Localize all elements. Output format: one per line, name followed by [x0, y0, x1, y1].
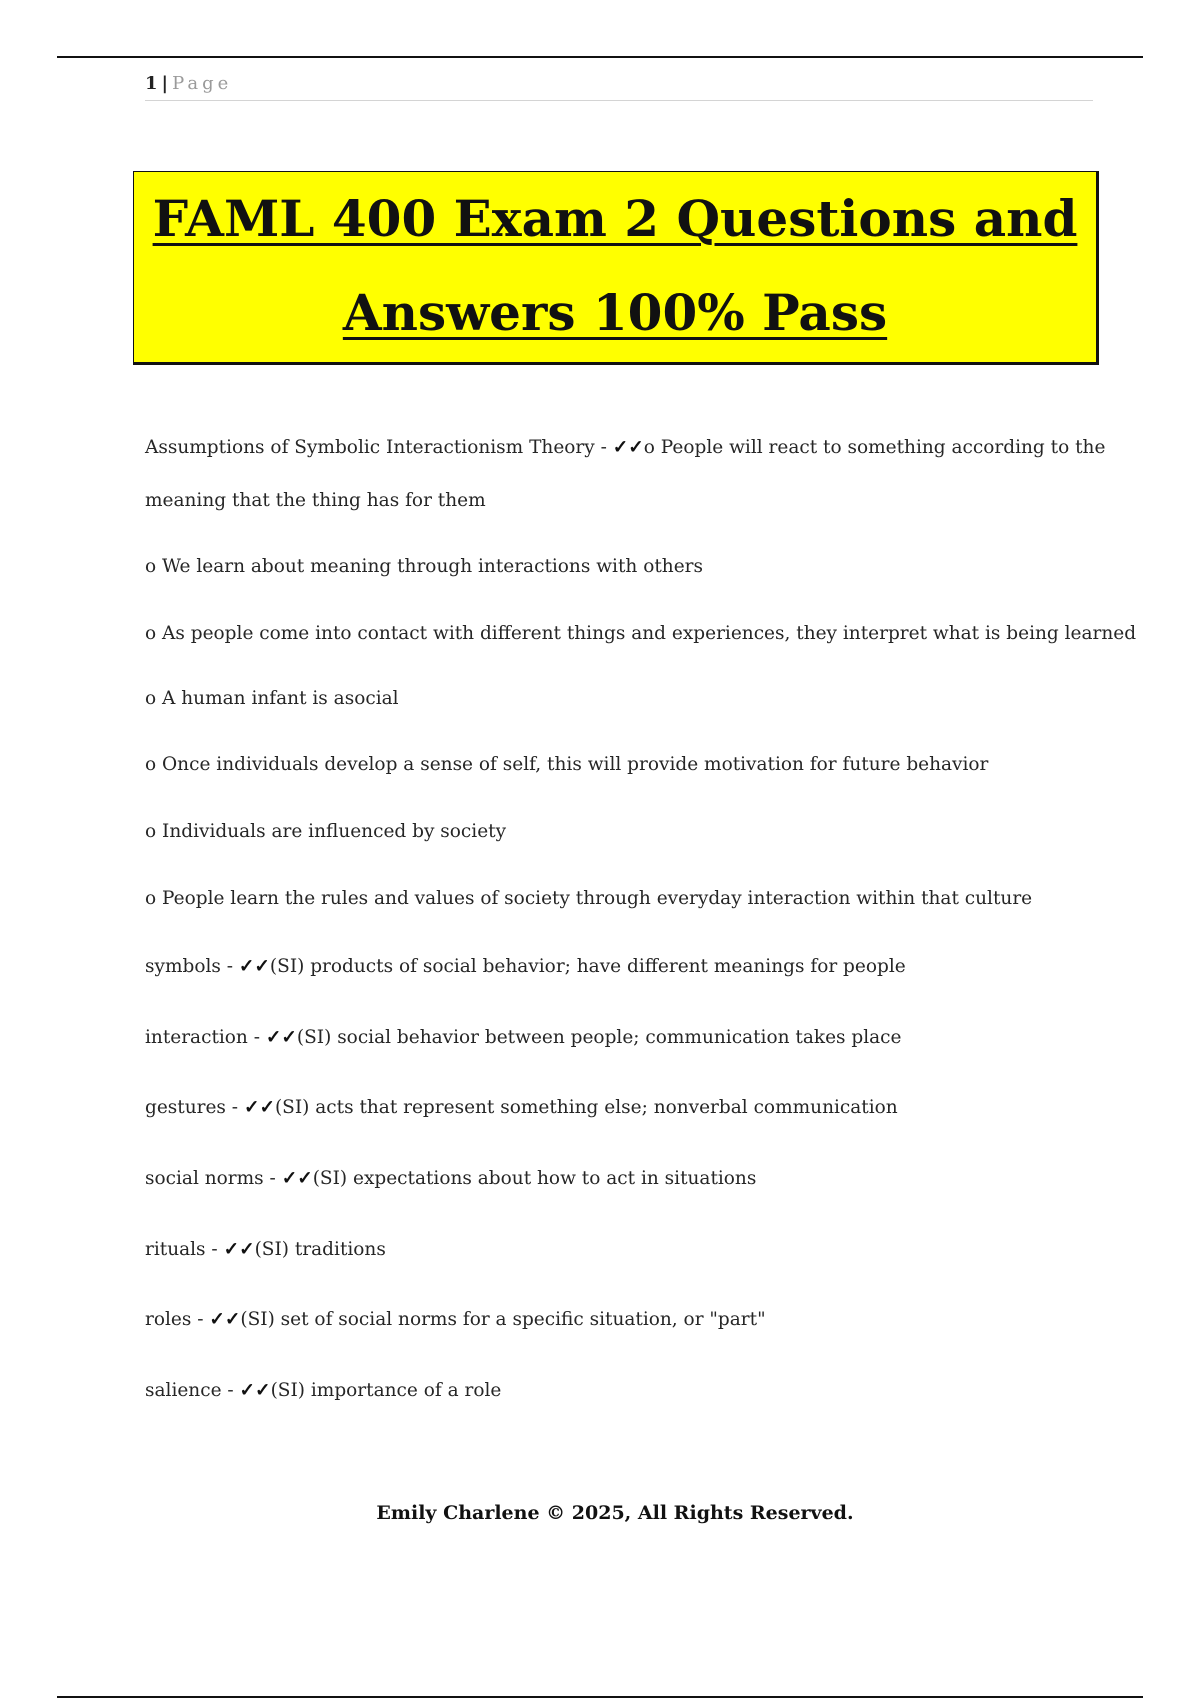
entry-line: [145, 1167, 756, 1191]
checkmark-icon: ✓✓: [243, 1097, 275, 1118]
entry-text: o We learn about meaning through interactions with others: [145, 556, 703, 577]
entry-text: (SI) traditions: [254, 1239, 386, 1260]
entry-term: symbols -: [145, 956, 239, 977]
entry-line: [145, 1026, 902, 1050]
entry-line: [145, 955, 906, 979]
entry-text: o People learn the rules and values of society through everyday interaction within that culture: [145, 888, 1033, 909]
checkmark-icon: ✓✓: [238, 956, 270, 977]
top-rule: [57, 56, 1143, 58]
entry-text: (SI) set of social norms for a specific situation, or "part": [240, 1309, 766, 1330]
entry-line: [145, 1096, 898, 1120]
bottom-rule: [57, 1696, 1143, 1698]
entry-text: (SI) acts that represent something else; nonverbal communication: [274, 1097, 898, 1118]
entry-text: o A human infant is asocial: [145, 688, 399, 709]
entry-text: o People will react to something according to the: [643, 437, 1106, 458]
checkmark-icon: ✓✓: [209, 1309, 241, 1330]
entry-line: [145, 753, 988, 777]
entry-line: [145, 1238, 386, 1262]
title-text-1: FAML 400 Exam 2 Questions and: [152, 189, 1078, 248]
checkmark-icon: ✓✓: [612, 437, 644, 458]
page-number: 1: [145, 73, 158, 94]
entry-line: [145, 1379, 501, 1403]
entry-text: o As people come into contact with different things and experiences, they interpret what is being learned: [145, 623, 1137, 644]
entry-term: salience -: [145, 1380, 240, 1401]
entry-term: roles -: [145, 1309, 210, 1330]
checkmark-icon: ✓✓: [223, 1239, 255, 1260]
title-box: [133, 171, 1099, 365]
entry-text: (SI) products of social behavior; have different meanings for people: [269, 956, 906, 977]
entry-text: meaning that the thing has for them: [145, 490, 486, 511]
entry-text: o Individuals are influenced by society: [145, 821, 507, 842]
entry-line: [145, 887, 1032, 911]
entry-term: social norms -: [145, 1168, 282, 1189]
entry-text: (SI) importance of a role: [270, 1380, 502, 1401]
entry-term: interaction -: [145, 1027, 266, 1048]
page-header: [145, 72, 1093, 101]
title-line-1: [134, 172, 1096, 266]
page-separator: |: [161, 73, 169, 94]
checkmark-icon: ✓✓: [281, 1168, 313, 1189]
checkmark-icon: ✓✓: [265, 1027, 297, 1048]
entry-term: gestures -: [145, 1097, 244, 1118]
entry-text: (SI) social behavior between people; communication takes place: [296, 1027, 902, 1048]
entry-line: [145, 1308, 766, 1332]
entry-line: [145, 820, 506, 844]
page-word: Page: [172, 73, 233, 94]
title-text-2: Answers 100% Pass: [342, 283, 888, 342]
title-line-2: [134, 266, 1096, 360]
entry-line: [145, 687, 399, 711]
entry-line: [145, 436, 1105, 460]
entry-line: [145, 555, 703, 579]
entry-text: o Once individuals develop a sense of self, this will provide motivation for future behavior: [145, 754, 989, 775]
copyright-footer: Emily Charlene © 2025, All Rights Reserved.: [376, 1502, 854, 1524]
entry-text: (SI) expectations about how to act in situations: [312, 1168, 757, 1189]
entry-line: [145, 489, 486, 513]
checkmark-icon: ✓✓: [239, 1380, 271, 1401]
entry-term: rituals -: [145, 1239, 224, 1260]
entry-line: [145, 622, 1136, 646]
entry-term: Assumptions of Symbolic Interactionism Theory -: [145, 437, 613, 458]
